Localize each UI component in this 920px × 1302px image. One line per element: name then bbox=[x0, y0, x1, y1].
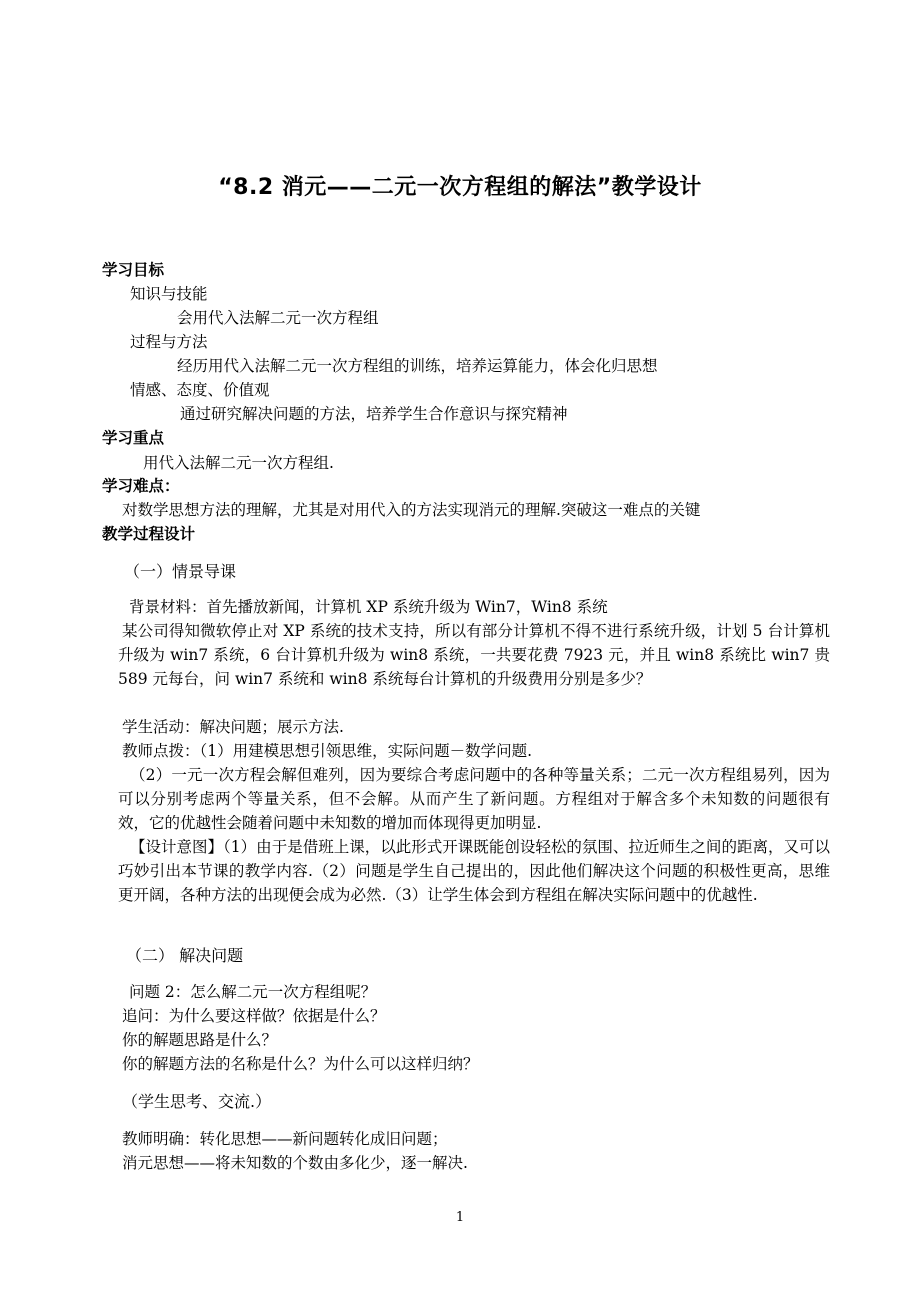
student-discussion-heading: （学生思考、交流.） bbox=[122, 1092, 272, 1111]
design-intent-paragraph: 【设计意图】（1）由于是借班上课，以此形式开课既能创设轻松的氛围、拉近师生之间的距离，又可以巧妙引出本节课的教学内容.（2）问题是学生自己提出的，因此他们解决这个问题的积极性更高，思维更开阔，各种方法的出现便会成为必然.（3）让学生体会到方程组在解决实际问题中的优越性. bbox=[118, 838, 830, 904]
teacher-clarify-2: 消元思想——将未知数的个数由多化少，逐一解决. bbox=[122, 1154, 468, 1172]
section2-heading: （二） 解决问题 bbox=[126, 946, 244, 965]
document-title: “8.2 消元——二元一次方程组的解法”教学设计 bbox=[218, 175, 702, 200]
process-method-label: 过程与方法 bbox=[130, 333, 208, 351]
question-2: 问题 2：怎么解二元一次方程组呢？ bbox=[129, 983, 377, 1001]
teacher-clarify-1: 教师明确：转化思想——新问题转化成旧问题； bbox=[122, 1130, 448, 1148]
emotion-attitude-text: 通过研究解决问题的方法，培养学生合作意识与探究精神 bbox=[180, 405, 568, 423]
emotion-attitude-label: 情感、态度、价值观 bbox=[130, 381, 270, 399]
background-material: 背景材料：首先播放新闻，计算机 XP 系统升级为 Win7，Win8 系统 bbox=[129, 598, 608, 616]
hint2-paragraph: （2）一元一次方程会解但难列，因为要综合考虑问题中的各种等量关系；二元一次方程组易列，因为可以分别考虑两个等量关系，但不会解。从而产生了新问题。方程组对于解含多个未知数的问题很有效，它的优越性会随着问题中未知数的增加而体现得更加明显. bbox=[118, 766, 830, 832]
key-point-text: 用代入法解二元一次方程组. bbox=[143, 454, 334, 472]
knowledge-skill-label: 知识与技能 bbox=[130, 285, 208, 303]
student-activity: 学生活动：解决问题；展示方法. bbox=[122, 718, 344, 736]
difficulty-text: 对数学思想方法的理解，尤其是对用代入的方法实现消元的理解.突破这一难点的关键 bbox=[122, 501, 701, 519]
knowledge-skill-text: 会用代入法解二元一次方程组 bbox=[177, 309, 379, 327]
process-design-heading: 教学过程设计 bbox=[102, 525, 196, 543]
follow-up-question: 追问：为什么要这样做？依据是什么？ bbox=[122, 1007, 386, 1025]
solution-idea-question: 你的解题思路是什么？ bbox=[122, 1031, 278, 1049]
problem-paragraph: 某公司得知微软停止对 XP 系统的技术支持，所以有部分计算机不得不进行系统升级，计划 5 台计算机升级为 win7 系统，6 台计算机升级为 win8 系统，一共要花费 7923 元，并且 win8 系统比 win7 贵 589 元每台，问 win7 系统和 win8 系统每台计算机的升级费用分别是多少？ bbox=[118, 622, 830, 688]
difficulty-heading: 学习难点： bbox=[102, 477, 180, 495]
teacher-hint: 教师点拨：（1）用建模思想引领思维，实际问题－数学问题. bbox=[122, 742, 533, 760]
objectives-heading: 学习目标 bbox=[102, 261, 165, 279]
page-number: 1 bbox=[455, 1210, 465, 1225]
section1-heading: （一）情景导课 bbox=[124, 562, 237, 581]
key-point-heading: 学习重点 bbox=[102, 429, 165, 447]
process-method-text: 经历用代入法解二元一次方程组的训练，培养运算能力，体会化归思想 bbox=[177, 357, 658, 375]
method-name-question: 你的解题方法的名称是什么？为什么可以这样归纳？ bbox=[122, 1055, 479, 1073]
